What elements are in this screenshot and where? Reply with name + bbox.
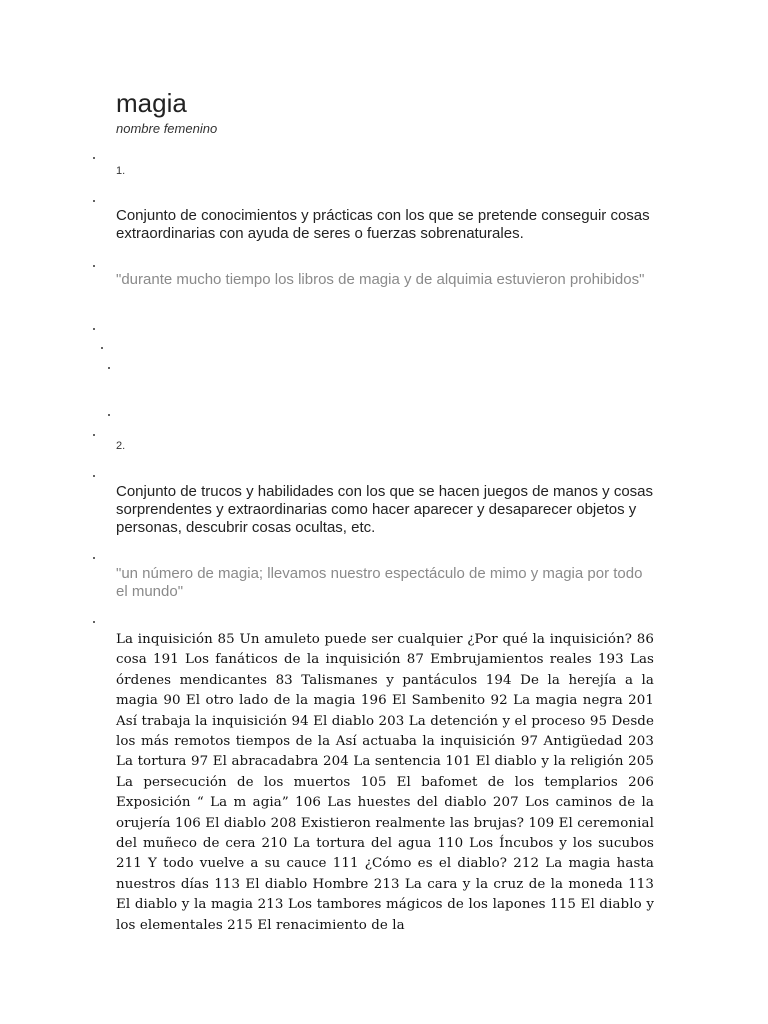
sense-example: "durante mucho tiempo los libros de magia y de alquimia estuvieron prohibidos" xyxy=(116,271,645,288)
sense-number: 1. xyxy=(116,165,126,177)
bullet-dot xyxy=(93,434,95,436)
bullet-dot xyxy=(93,621,95,623)
bullet-dot xyxy=(93,265,95,267)
bullet-dot xyxy=(101,347,103,349)
sense-definition: Conjunto de conocimientos y prácticas con los que se pretende conseguir cosas extraordinarias con ayuda de seres o fuerzas sobrenaturales. xyxy=(116,207,650,242)
index-text: La inquisición 85 Un amuleto puede ser cualquier ¿Por qué la inquisición? 86 cosa 191 Los fanáticos de la inquisición 87 Embrujamientos reales 193 Las órdenes mendicantes 83 Talismanes y pantáculos 194 De la herejía a la magia 90 El otro lado de la magia 196 El Sambenito 92 La magia negra 201 Así trabaja la inquisición 94 El diablo 203 La detención y el proceso 95 Desde los más remotos tiempos de la Así actuaba la inquisición 97 Antigüedad 203 La tortura 97 El abracadabra 204 La sentencia 101 El diablo y la religión 205 La persecución de los muertos 105 El bafomet de los templarios 206 Exposición “ La m agia” 106 Las huestes del diablo 207 Los caminos de la orujería 106 El diablo 208 Existieron realmente las brujas? 109 El ceremonial del muñeco de cera 210 La tortura del agua 110 Los Íncubos y los sucubos 211 Y todo vuelve a su cauce 111 ¿Cómo es el diablo? 212 La magia hasta nuestros días 113 El diablo Hombre 213 La cara y la cruz de la moneda 113 El diablo y la magia 213 Los tambores mágicos de los lapones 115 El diablo y los elementales 215 El renacimiento de la xyxy=(116,632,654,933)
bullet-dot xyxy=(93,475,95,477)
bullet-dot xyxy=(108,367,110,369)
headword: magia xyxy=(116,88,187,118)
bullet-dot xyxy=(93,328,95,330)
bullet-dot xyxy=(93,200,95,202)
bullet-dot xyxy=(108,414,110,416)
sense-example: "un número de magia; llevamos nuestro espectáculo de mimo y magia por todo el mundo" xyxy=(116,565,643,600)
bullet-dot xyxy=(93,157,95,159)
part-of-speech: nombre femenino xyxy=(116,121,218,136)
bullet-dot xyxy=(93,557,95,559)
sense-definition: Conjunto de trucos y habilidades con los que se hacen juegos de manos y cosas sorprendentes y extraordinarias como hacer aparecer y desaparecer objetos y personas, descubrir cosas ocultas, etc. xyxy=(116,483,654,536)
sense-number: 2. xyxy=(116,440,126,452)
